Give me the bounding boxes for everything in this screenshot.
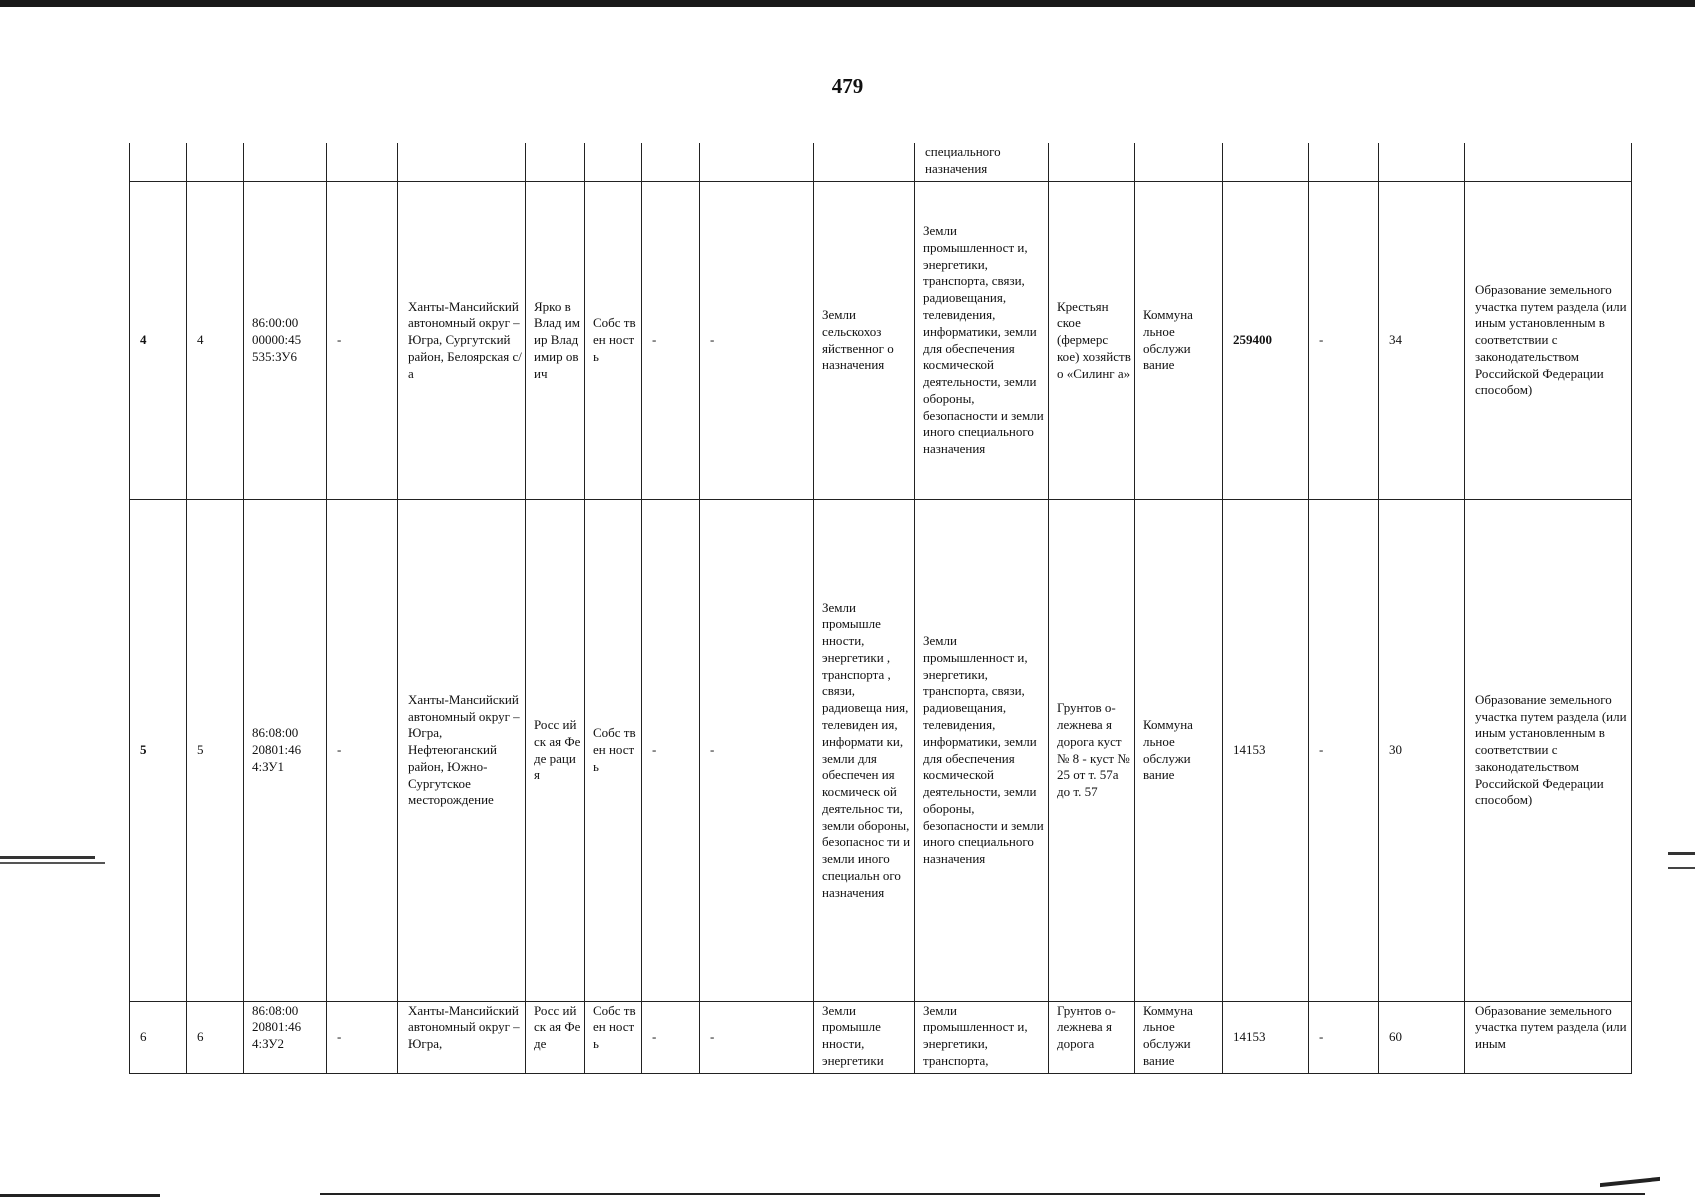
scan-top-border — [0, 0, 1695, 7]
table-cell: - — [642, 181, 700, 499]
use-new-cell: Коммуна льное обслужи вание — [1135, 499, 1223, 1001]
table-cell — [526, 143, 585, 181]
table-cell: - — [327, 1001, 398, 1073]
table-cell: - — [700, 181, 814, 499]
page-number: 479 — [831, 74, 864, 98]
owner-cell: Росс ийск ая Феде раци я — [526, 499, 585, 1001]
table-cell: специального назначения — [915, 143, 1049, 181]
scan-bottom-border-left — [0, 1194, 160, 1197]
table-cell: - — [700, 1001, 814, 1073]
table-cell — [187, 143, 244, 181]
row-number-2: 4 — [187, 181, 244, 499]
table-cell: - — [327, 499, 398, 1001]
table-cell — [1049, 143, 1135, 181]
row-number: 4 — [130, 181, 187, 499]
area-cell: 14153 — [1223, 499, 1309, 1001]
table-row — [130, 181, 1632, 499]
table-cell: - — [1309, 181, 1379, 499]
method-cell: Образование земельного участка путем раздела (или иным установленным в соответствии с законодательством Российской Федерации способом) — [1465, 181, 1632, 499]
table-row-continuation — [130, 143, 1632, 181]
table-cell: - — [327, 181, 398, 499]
method-cell: Образование земельного участка путем раздела (или иным — [1465, 1001, 1632, 1073]
use-current-cell: Грунтов о-лежнева я дорога — [1049, 1001, 1135, 1073]
scan-artifact-right — [1668, 852, 1695, 855]
scan-artifact-right-2 — [1668, 867, 1695, 869]
area-cell: 14153 — [1223, 1001, 1309, 1073]
table-cell: - — [642, 1001, 700, 1073]
address-cell: Ханты-Мансийский автономный округ – Югра, — [398, 1001, 526, 1073]
owner-cell: Росс ийск ая Феде — [526, 1001, 585, 1073]
table-cell — [814, 143, 915, 181]
table-cell — [130, 143, 187, 181]
right-type-cell: Собс твен ност ь — [585, 181, 642, 499]
table-cell: 60 — [1379, 1001, 1465, 1073]
table-cell: 34 — [1379, 181, 1465, 499]
table-row — [130, 1001, 1632, 1073]
table-cell — [585, 143, 642, 181]
row-number-2: 5 — [187, 499, 244, 1001]
table-cell — [327, 143, 398, 181]
table-cell: 30 — [1379, 499, 1465, 1001]
address-cell: Ханты-Мансийский автономный округ – Югра, Нефтеюганский район, Южно-Сургутское месторождение — [398, 499, 526, 1001]
scan-bottom-border — [320, 1193, 1645, 1195]
cadastral-number: 86:00:00 00000:45 535:ЗУ6 — [244, 181, 327, 499]
row-number: 5 — [130, 499, 187, 1001]
category-new-cell: Земли промышленност и, энергетики, транспорта, связи, радиовещания, телевидения, информатики, земли для обеспечения космической деятельности, земли обороны, безопасности и земли иного специального назначения — [915, 181, 1049, 499]
table-cell — [1465, 143, 1632, 181]
table-cell — [1379, 143, 1465, 181]
address-cell: Ханты-Мансийский автономный округ – Югра, Сургутский район, Белоярская с/а — [398, 181, 526, 499]
land-plot-table — [129, 143, 1632, 1074]
use-current-cell: Грунтов о-лежнева я дорога куст № 8 - куст № 25 от т. 57а до т. 57 — [1049, 499, 1135, 1001]
method-cell: Образование земельного участка путем раздела (или иным установленным в соответствии с законодательством Российской Федерации способом) — [1465, 499, 1632, 1001]
table-cell — [642, 143, 700, 181]
category-current-cell: Земли промышле нности, энергетики — [814, 1001, 915, 1073]
cadastral-number: 86:08:00 20801:46 4:ЗУ1 — [244, 499, 327, 1001]
table-cell: - — [1309, 1001, 1379, 1073]
cadastral-number: 86:08:00 20801:46 4:ЗУ2 — [244, 1001, 327, 1073]
use-new-cell: Коммуна льное обслужи вание — [1135, 181, 1223, 499]
table-cell — [1223, 143, 1309, 181]
row-number: 6 — [130, 1001, 187, 1073]
table-cell: - — [642, 499, 700, 1001]
category-new-cell: Земли промышленност и, энергетики, транспорта, — [915, 1001, 1049, 1073]
scan-artifact-left-2 — [0, 862, 105, 864]
category-current-cell: Земли сельскохоз яйственног о назначения — [814, 181, 915, 499]
table-cell — [244, 143, 327, 181]
owner-cell: Ярко в Влад имир Влад имир ович — [526, 181, 585, 499]
right-type-cell: Собс твен ност ь — [585, 499, 642, 1001]
row-number-2: 6 — [187, 1001, 244, 1073]
use-new-cell: Коммуна льное обслужи вание — [1135, 1001, 1223, 1073]
table-row — [130, 499, 1632, 1001]
scan-bottom-mark — [1600, 1177, 1660, 1187]
table-cell: - — [1309, 499, 1379, 1001]
scan-artifact-left — [0, 856, 95, 859]
right-type-cell: Собс твен ност ь — [585, 1001, 642, 1073]
table-cell — [700, 143, 814, 181]
category-new-cell: Земли промышленност и, энергетики, транспорта, связи, радиовещания, телевидения, информатики, земли для обеспечения космической деятельности, земли обороны, безопасности и земли иного специального назначения — [915, 499, 1049, 1001]
category-current-cell: Земли промышле нности, энергетики , транспорта , связи, радиовеща ния, телевиден ия, информати ки, земли для обеспечен ия космическ ой деятельнос ти, земли обороны, безопаснос ти и земли иного специальн ого назначения — [814, 499, 915, 1001]
use-current-cell: Крестьян ское (фермерс кое) хозяйств о «Силинг а» — [1049, 181, 1135, 499]
table-cell: - — [700, 499, 814, 1001]
table-cell — [1309, 143, 1379, 181]
table-cell — [398, 143, 526, 181]
table-cell — [1135, 143, 1223, 181]
area-cell: 259400 — [1223, 181, 1309, 499]
